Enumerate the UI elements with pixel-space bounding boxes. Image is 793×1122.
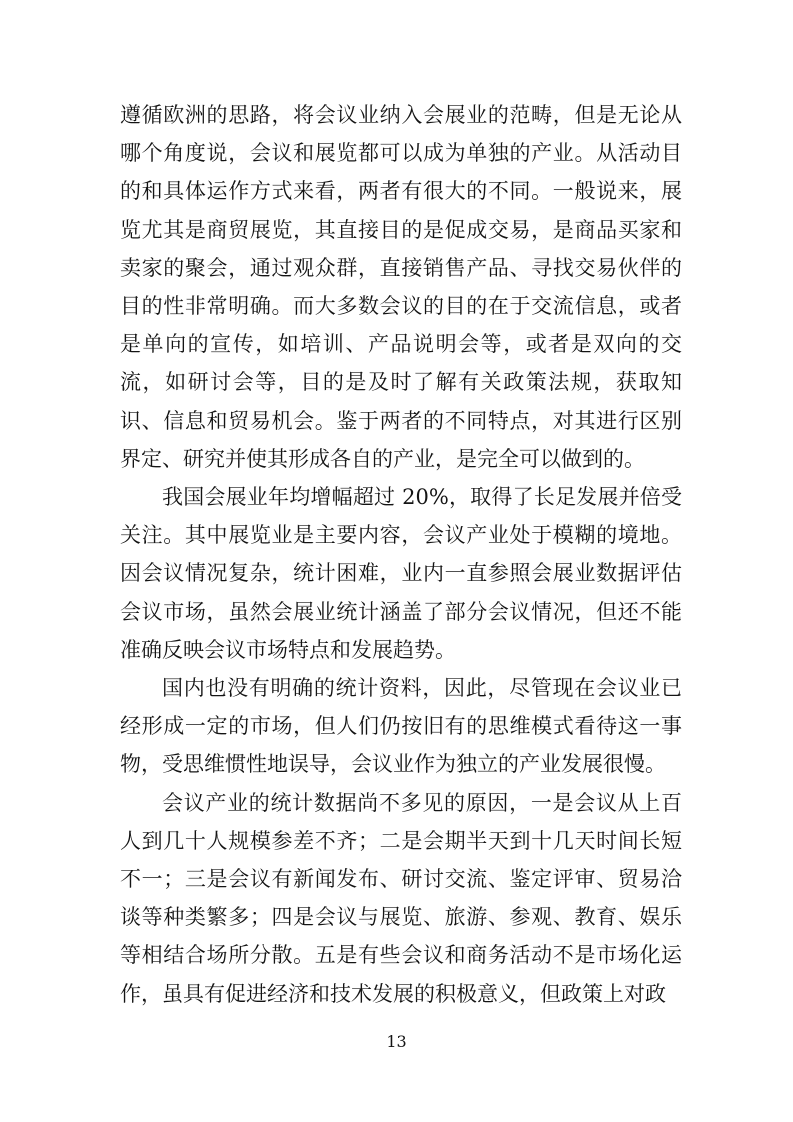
body-paragraph: 国内也没有明确的统计资料，因此，尽管现在会议业已经形成一定的市场，但人们仍按旧有的思维模式看待这一事物，受思维惯性地误导，会议业作为独立的产业发展很慢。 (120, 676, 682, 777)
document-page (120, 96, 682, 1013)
body-paragraph: 我国会展业年均增幅超过 20%，取得了长足发展并倍受关注。其中展览业是主要内容，会议产业处于模糊的境地。因会议情况复杂，统计困难，业内一直参照会展业数据评估会议市场，虽然会展业统计涵盖了部分会议情况，但还不能准确反映会议市场特点和发展趋势。 (120, 485, 682, 662)
body-paragraph: 遵循欧洲的思路，将会议业纳入会展业的范畴，但是无论从哪个角度说，会议和展览都可以成为单独的产业。从活动目的和具体运作方式来看，两者有很大的不同。一般说来，展览尤其是商贸展览，其直接目的是促成交易，是商品买家和卖家的聚会，通过观众群，直接销售产品、寻找交易伙伴的目的性非常明确。而大多数会议的目的在于交流信息，或者是单向的宣传，如培训、产品说明会等，或者是双向的交流，如研讨会等，目的是及时了解有关政策法规，获取知识、信息和贸易机会。鉴于两者的不同特点，对其进行区别界定、研究并使其形成各自的产业，是完全可以做到的。 (120, 103, 682, 471)
body-paragraph: 会议产业的统计数据尚不多见的原因，一是会议从上百人到几十人规模参差不齐；二是会期半天到十几天时间长短不一；三是会议有新闻发布、研讨交流、鉴定评审、贸易洽谈等种类繁多；四是会议与展览、旅游、参观、教育、娱乐等相结合场所分散。五是有些会议和商务活动不是市场化运作，虽具有促进经济和技术发展的积极意义，但政策上对政 (120, 790, 682, 1006)
page-number: 13 (386, 1032, 407, 1051)
